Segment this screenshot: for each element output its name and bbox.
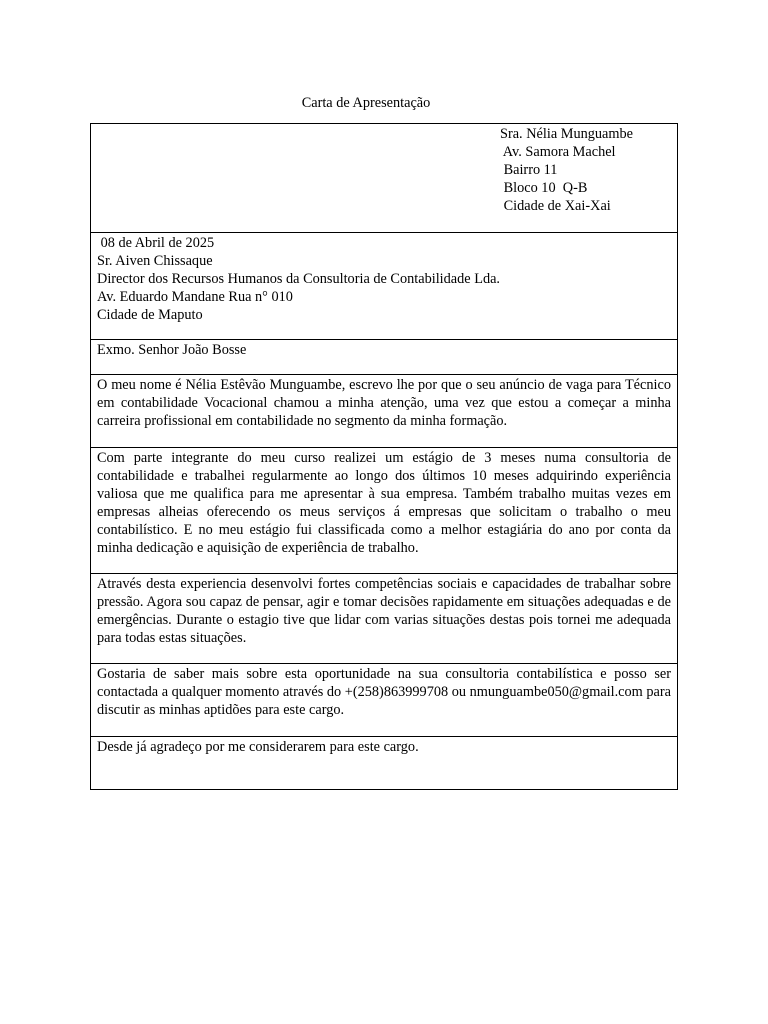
paragraph-text: Desde já agradeço por me considerarem para este cargo. bbox=[97, 739, 419, 755]
addressee-street: Av. Eduardo Mandane Rua n° 010 bbox=[97, 289, 293, 305]
recipient-city: Cidade de Xai-Xai bbox=[500, 198, 611, 214]
addressee-name: Sr. Aiven Chissaque bbox=[97, 253, 213, 269]
letter-date: 08 de Abril de 2025 bbox=[97, 235, 215, 251]
addressee-details-cell bbox=[91, 232, 677, 339]
recipient-neighborhood: Bairro 11 bbox=[500, 162, 558, 178]
paragraph-text: Através desta experiencia desenvolvi fortes competências sociais e capacidades de trabalhar sobre pressão. Agora sou capaz de pensar, agir e tomar decisões rapidamente em situações adequadas e de emergências. Durante o estagio tive que lidar com varias situações destas pois tornei me adequada para todas estas situações. bbox=[97, 576, 671, 646]
paragraph-closing bbox=[91, 736, 677, 789]
recipient-block: Bloco 10 Q-B bbox=[500, 180, 588, 196]
recipient-street: Av. Samora Machel bbox=[500, 144, 616, 160]
salutation-cell bbox=[91, 339, 677, 374]
addressee-city: Cidade de Maputo bbox=[97, 307, 203, 323]
paragraph-introduction bbox=[91, 374, 677, 447]
addressee-position: Director dos Recursos Humanos da Consultoria de Contabilidade Lda. bbox=[97, 271, 501, 287]
paragraph-contact bbox=[91, 663, 677, 736]
recipient-address-cell bbox=[91, 124, 677, 232]
paragraph-skills bbox=[91, 573, 677, 663]
paragraph-text: Com parte integrante do meu curso realizei um estágio de 3 meses numa consultoria de contabilidade e trabalhei regularmente ao longo dos últimos 10 meses adquirindo experiência valiosa que me qualifica para me apresentar à sua empresa. Também trabalho muitas vezes em empresas alheias oferecendo os meus serviços á empresas que solicitam o trabalho o meu contabilístico. E no meu estágio fui classificada como a melhor estagiária do ano por conta da minha dedicação e aquisição de experiência de trabalho. bbox=[97, 450, 671, 556]
paragraph-text: O meu nome é Nélia Estêvão Munguambe, escrevo lhe por que o seu anúncio de vaga para Técnico em contabilidade Vocacional chamou a minha atenção, uma vez que estou a começar a minha carreira profissional em contabilidade no segmento da minha formação. bbox=[97, 377, 671, 429]
recipient-address bbox=[500, 125, 671, 215]
letter-title: Carta de Apresentação bbox=[301, 95, 431, 111]
recipient-name: Sra. Nélia Munguambe bbox=[500, 126, 634, 142]
letter-table bbox=[90, 123, 678, 790]
paragraph-text: Gostaria de saber mais sobre esta oportunidade na sua consultoria contabilística e posso ser contactada a qualquer momento através do +(258)863999708 ou nmunguambe050@gmail.com para discutir as minhas aptidões para este cargo. bbox=[97, 666, 671, 718]
salutation: Exmo. Senhor João Bosse bbox=[97, 342, 247, 358]
paragraph-experience bbox=[91, 447, 677, 573]
